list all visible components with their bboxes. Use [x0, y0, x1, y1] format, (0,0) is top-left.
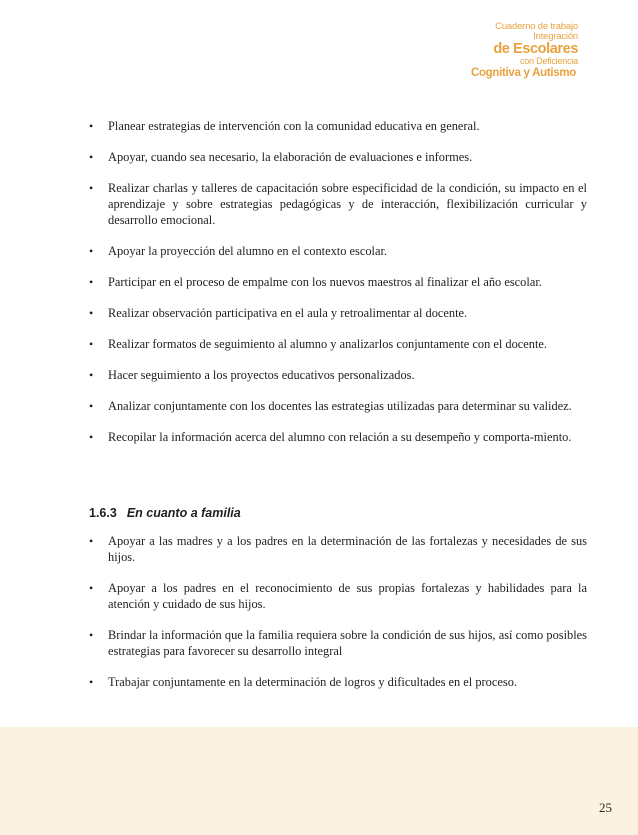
- page-number: 25: [599, 800, 612, 815]
- list-item: [89, 180, 587, 228]
- list-item-text: Apoyar la proyección del alumno en el contexto escolar.: [108, 244, 388, 258]
- list-item-text: Trabajar conjuntamente en la determinación de logros y dificultades en el proceso.: [108, 675, 517, 689]
- section-number: 1.6.3: [89, 506, 117, 520]
- bullet-list-family: [89, 533, 587, 705]
- list-item-text: Recopilar la información acerca del alumno con relación a su desempeño y comporta-miento.: [108, 430, 572, 444]
- bullet-icon: •: [89, 275, 94, 289]
- list-item-text: Participar en el proceso de empalme con los nuevos maestros al finalizar el año escolar.: [108, 275, 542, 289]
- list-item-text: Planear estrategias de intervención con la comunidad educativa en general.: [108, 119, 480, 133]
- running-header: [471, 22, 578, 79]
- bullet-icon: •: [89, 581, 94, 595]
- list-item-text: Analizar conjuntamente con los docentes las estrategias utilizadas para determinar su validez.: [108, 399, 572, 413]
- bullet-list-school: [89, 118, 587, 460]
- list-item: [89, 243, 587, 259]
- bullet-icon: •: [89, 244, 94, 258]
- bullet-icon: •: [89, 534, 94, 548]
- header-line-3: de Escolares: [493, 40, 578, 57]
- section-heading: [89, 506, 241, 520]
- list-item-text: Apoyar a las madres y a los padres en la determinación de las fortalezas y necesidades de sus hijos.: [108, 534, 587, 564]
- header-line-1: Cuaderno de trabajo: [495, 21, 578, 32]
- list-item: [89, 118, 587, 134]
- list-item: [89, 367, 587, 383]
- bullet-icon: •: [89, 119, 94, 133]
- list-item-text: Hacer seguimiento a los proyectos educativos personalizados.: [108, 368, 415, 382]
- bullet-icon: •: [89, 430, 94, 444]
- list-item: [89, 627, 587, 659]
- bullet-icon: •: [89, 181, 94, 195]
- section-title: En cuanto a familia: [126, 506, 241, 520]
- list-item-text: Realizar observación participativa en el aula y retroalimentar al docente.: [108, 306, 468, 320]
- bullet-icon: •: [89, 337, 94, 351]
- list-item: [89, 149, 587, 165]
- header-line-5: Cognitiva y Autismo: [470, 66, 576, 79]
- footer-band: [0, 727, 638, 835]
- bullet-icon: •: [89, 368, 94, 382]
- list-item: [89, 533, 587, 565]
- bullet-icon: •: [89, 399, 94, 413]
- list-item: [89, 429, 587, 445]
- header-line-4: con Deficiencia: [519, 56, 578, 67]
- list-item-text: Brindar la información que la familia requiera sobre la condición de sus hijos, así como posibles estrategias para favorecer su desarrollo integral: [108, 628, 587, 658]
- bullet-icon: •: [89, 150, 94, 164]
- list-item-text: Realizar formatos de seguimiento al alumno y analizarlos conjuntamente con el docente.: [108, 337, 548, 351]
- list-item: [89, 336, 587, 352]
- list-item-text: Realizar charlas y talleres de capacitación sobre especificidad de la condición, su impacto en el aprendizaje y sobre estrategias pedagógicas y de interacción, flexibilización curricular y desarrollo emocional.: [108, 181, 587, 227]
- bullet-icon: •: [89, 675, 94, 689]
- header-line-2: Integración: [533, 30, 578, 42]
- bullet-icon: •: [89, 628, 94, 642]
- list-item: [89, 398, 587, 414]
- list-item: [89, 674, 587, 690]
- list-item-text: Apoyar a los padres en el reconocimiento de sus propias fortalezas y habilidades para la atención y cuidado de sus hijos.: [108, 581, 587, 611]
- list-item-text: Apoyar, cuando sea necesario, la elaboración de evaluaciones e informes.: [108, 150, 473, 164]
- bullet-icon: •: [89, 306, 94, 320]
- list-item: [89, 274, 587, 290]
- list-item: [89, 305, 587, 321]
- list-item: [89, 580, 587, 612]
